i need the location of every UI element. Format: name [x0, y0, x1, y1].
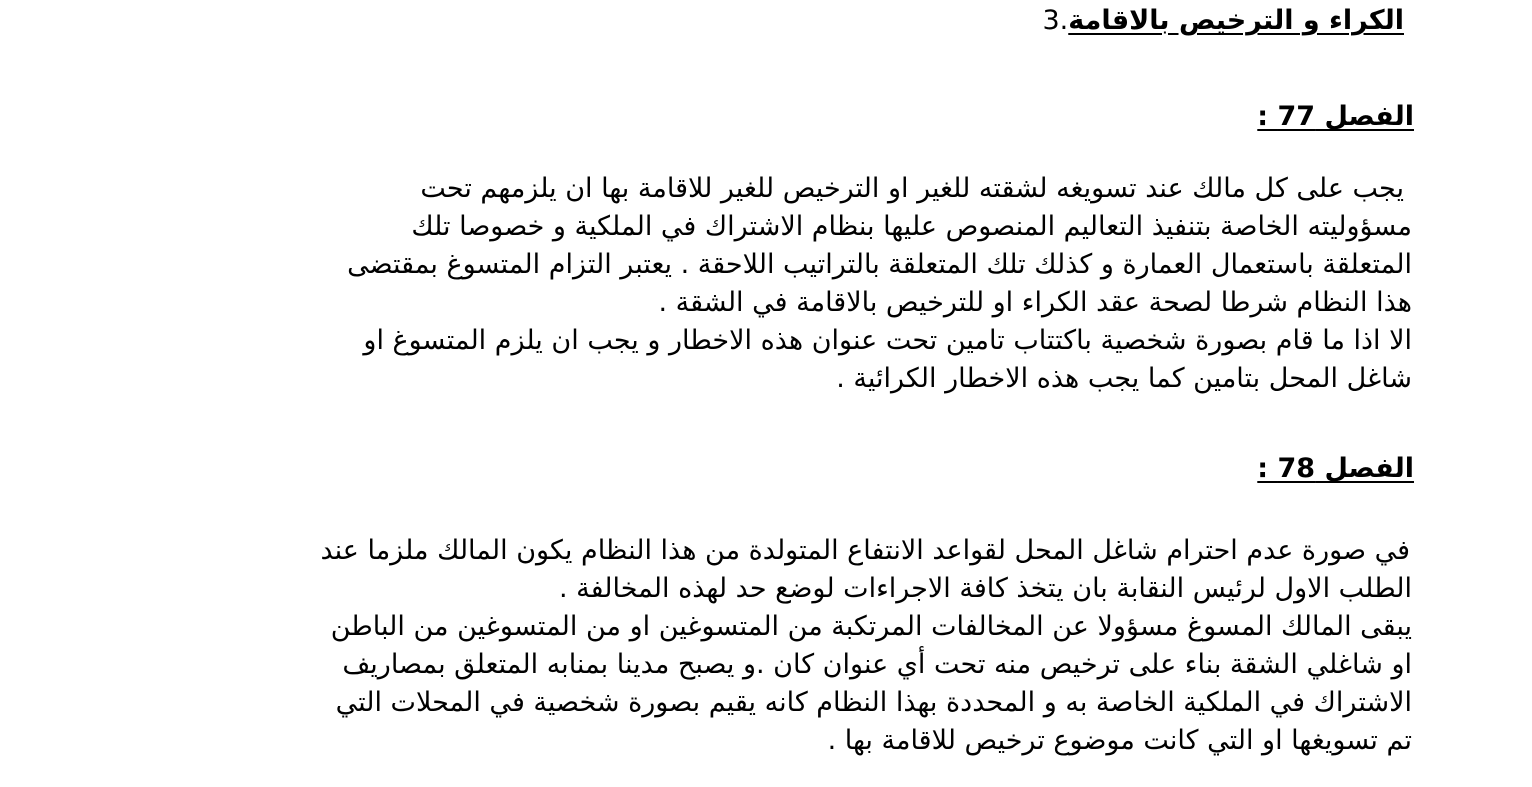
paragraph-line: يبقى المالك المسوغ مسؤولا عن المخالفات المرتكبة من المتسوغين او من المتسوغين من الباطن — [330, 611, 1412, 642]
section-heading-77: الفصل 77 : — [1257, 101, 1414, 132]
paragraph-line: في صورة عدم احترام شاغل المحل لقواعد الانتفاع المتولدة من هذا النظام يكون المالك ملزما عند — [320, 535, 1410, 566]
paragraph-line: تم تسويغها او التي كانت موضوع ترخيص للاقامة بها . — [827, 725, 1412, 756]
document-title — [1042, 4, 1404, 38]
paragraph-line: الطلب الاول لرئيس النقابة بان يتخذ كافة الاجراءات لوضع حد لهذه المخالفة . — [559, 573, 1412, 604]
paragraph-line: الا اذا ما قام بصورة شخصية باكتتاب تامين تحت عنوان هذه الاخطار و يجب ان يلزم المتسوغ او — [363, 325, 1412, 356]
paragraph-line: شاغل المحل بتامين كما يجب هذه الاخطار الكرائية . — [836, 363, 1412, 394]
paragraph-line: او شاغلي الشقة بناء على ترخيص منه تحت أي عنوان كان .و يصبح مدينا بمنابه المتعلق بمصاريف — [342, 649, 1412, 680]
title-number: .3 — [1042, 5, 1069, 36]
section-heading-78: الفصل 78 : — [1257, 453, 1414, 484]
paragraph-line: هذا النظام شرطا لصحة عقد الكراء او للترخيص بالاقامة في الشقة . — [658, 287, 1412, 318]
paragraph-line: مسؤوليته الخاصة بتنفيذ التعاليم المنصوص عليها بنظام الاشتراك في الملكية و خصوصا تلك — [411, 211, 1412, 242]
paragraph-line: يجب على كل مالك عند تسويغه لشقته للغير او الترخيص للغير للاقامة بها ان يلزمهم تحت — [420, 173, 1404, 204]
paragraph-line: الاشتراك في الملكية الخاصة به و المحددة بهذا النظام كانه يقيم بصورة شخصية في المحلات التي — [335, 687, 1412, 718]
paragraph-line: المتعلقة باستعمال العمارة و كذلك تلك المتعلقة بالتراتيب اللاحقة . يعتبر التزام المتسوغ بمقتضى — [347, 249, 1412, 280]
title-text: الكراء و الترخيص بالاقامة — [1068, 5, 1404, 36]
